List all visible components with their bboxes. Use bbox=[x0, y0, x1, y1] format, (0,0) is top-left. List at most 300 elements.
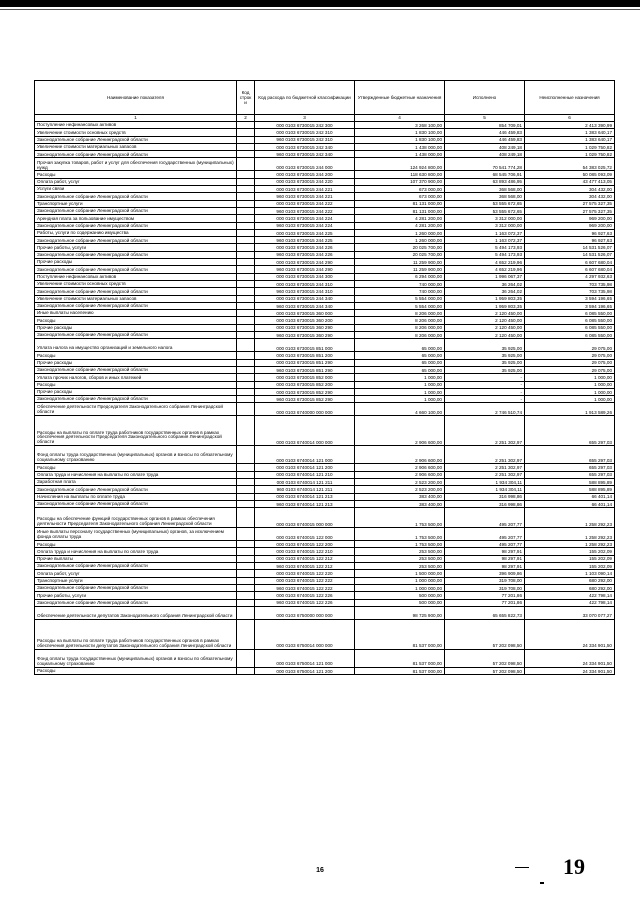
row-line-code bbox=[237, 508, 255, 528]
table-row bbox=[35, 667, 615, 674]
row-executed: 408 249,18 bbox=[445, 151, 525, 158]
row-unexecuted: 1 913 589,26 bbox=[525, 403, 615, 416]
table-row bbox=[35, 222, 615, 229]
row-executed: 1 163 072,37 bbox=[445, 237, 525, 244]
row-executed: 3 312 000,00 bbox=[445, 222, 525, 229]
row-executed: 35 925,00 bbox=[445, 352, 525, 359]
row-unexecuted: 969 200,00 bbox=[525, 222, 615, 229]
row-budget-code: 000 0103 6730015 244 226 bbox=[255, 244, 355, 251]
row-name: Транспортные услуги bbox=[35, 577, 237, 584]
row-line-code bbox=[237, 570, 255, 577]
row-budget-code: 960 0103 6740015 122 226 bbox=[255, 599, 355, 606]
header-indicator-name: Наименование показателя bbox=[35, 81, 237, 115]
row-line-code bbox=[237, 592, 255, 599]
row-unexecuted: 1 103 090,14 bbox=[525, 570, 615, 577]
row-name: Расходы на обеспечение функций государственных органов в рамках обеспечения деятельности Председателя Законодательного собрания Ленинградской области bbox=[35, 508, 237, 528]
row-approved: 4 281 200,00 bbox=[355, 215, 445, 222]
footer-dot bbox=[540, 882, 544, 884]
row-unexecuted: 14 531 526,07 bbox=[525, 244, 615, 251]
table-row bbox=[35, 619, 615, 649]
table-row bbox=[35, 244, 615, 251]
row-executed: 2 120 450,00 bbox=[445, 317, 525, 324]
column-number: 5 bbox=[445, 115, 525, 122]
row-approved: 81 537 000,00 bbox=[355, 667, 445, 674]
row-unexecuted: 680 292,00 bbox=[525, 584, 615, 591]
row-line-code bbox=[237, 273, 255, 280]
row-name: Законодательное собрание Ленинградской области bbox=[35, 584, 237, 591]
table-row bbox=[35, 129, 615, 136]
row-name: Расходы на выплаты по оплате труда работников государственных органов в рамках обеспечения деятельности Председателя Законодательного собрания Ленинградской области bbox=[35, 416, 237, 446]
table-header-row bbox=[35, 81, 615, 115]
row-budget-code: 000 0103 6740014 121 000 bbox=[255, 446, 355, 464]
row-line-code bbox=[237, 388, 255, 395]
row-name: Прочая закупка товаров, работ и услуг для обеспечения государственных (муниципальных) нужд bbox=[35, 158, 237, 171]
table-row bbox=[35, 237, 615, 244]
row-executed: 4 652 219,96 bbox=[445, 259, 525, 266]
row-executed: 98 297,91 bbox=[445, 555, 525, 562]
row-name: Оплата труда и начисления на выплаты по оплате труда bbox=[35, 548, 237, 555]
row-executed: 2 251 302,97 bbox=[445, 464, 525, 471]
row-approved: 81 131 000,00 bbox=[355, 200, 445, 207]
row-budget-code: 000 0103 6740015 122 200 bbox=[255, 541, 355, 548]
row-budget-code: 000 0103 6740015 122 226 bbox=[255, 592, 355, 599]
row-line-code bbox=[237, 207, 255, 214]
row-name: Работы, услуги по содержанию имущества bbox=[35, 229, 237, 236]
row-executed: 495 207,77 bbox=[445, 528, 525, 541]
row-name: Заработная плата bbox=[35, 478, 237, 485]
row-budget-code: 960 0103 6730015 244 222 bbox=[255, 207, 355, 214]
row-line-code bbox=[237, 317, 255, 324]
row-name: Прочие расходы bbox=[35, 388, 237, 395]
row-unexecuted: 1 000,00 bbox=[525, 381, 615, 388]
row-executed: 2 120 450,00 bbox=[445, 310, 525, 317]
table-row bbox=[35, 200, 615, 207]
table-row bbox=[35, 563, 615, 570]
row-line-code bbox=[237, 374, 255, 381]
row-line-code bbox=[237, 528, 255, 541]
row-unexecuted: 29 075,00 bbox=[525, 352, 615, 359]
row-line-code bbox=[237, 310, 255, 317]
row-budget-code: 960 0103 6730015 244 224 bbox=[255, 222, 355, 229]
table-row bbox=[35, 229, 615, 236]
row-unexecuted: 96 927,63 bbox=[525, 229, 615, 236]
row-executed: 5 494 173,93 bbox=[445, 244, 525, 251]
row-line-code bbox=[237, 403, 255, 416]
row-name: Расходы bbox=[35, 464, 237, 471]
row-executed: 2 120 450,00 bbox=[445, 332, 525, 339]
table-row bbox=[35, 143, 615, 150]
row-line-code bbox=[237, 541, 255, 548]
header-executed: Исполнено bbox=[445, 81, 525, 115]
row-unexecuted: 24 334 901,50 bbox=[525, 619, 615, 649]
row-line-code bbox=[237, 136, 255, 143]
row-budget-code: 000 0103 6730015 851 000 bbox=[255, 339, 355, 352]
table-row bbox=[35, 352, 615, 359]
row-name: Обеспечение деятельности Председателя Законодательного собрания Ленинградской области bbox=[35, 403, 237, 416]
expenditure-report-table bbox=[34, 80, 615, 675]
row-unexecuted: 1 000,00 bbox=[525, 396, 615, 403]
row-approved: 1 000,00 bbox=[355, 388, 445, 395]
row-approved: 8 206 000,00 bbox=[355, 310, 445, 317]
row-line-code bbox=[237, 471, 255, 478]
row-executed: 368 568,00 bbox=[445, 193, 525, 200]
table-row bbox=[35, 259, 615, 266]
row-unexecuted: 1 258 292,23 bbox=[525, 528, 615, 541]
row-line-code bbox=[237, 359, 255, 366]
row-executed: 408 249,18 bbox=[445, 143, 525, 150]
row-unexecuted: 703 735,98 bbox=[525, 288, 615, 295]
row-budget-code: 960 0103 6730015 244 226 bbox=[255, 251, 355, 258]
row-name: Прочие расходы bbox=[35, 324, 237, 331]
header-line-code: Код строк и bbox=[237, 81, 255, 115]
row-budget-code: 000 0103 6740015 122 000 bbox=[255, 528, 355, 541]
row-line-code bbox=[237, 339, 255, 352]
row-budget-code: 000 0103 6730015 851 290 bbox=[255, 359, 355, 366]
row-approved: 1 830 100,00 bbox=[355, 136, 445, 143]
row-name: Законодательное собрание Ленинградской области bbox=[35, 222, 237, 229]
row-unexecuted: 6 085 550,00 bbox=[525, 317, 615, 324]
row-unexecuted: 655 297,03 bbox=[525, 416, 615, 446]
row-approved: 500 000,00 bbox=[355, 592, 445, 599]
row-budget-code: 960 0103 6740015 122 212 bbox=[255, 563, 355, 570]
row-unexecuted: 96 927,63 bbox=[525, 237, 615, 244]
row-budget-code: 000 0103 6730015 242 340 bbox=[255, 143, 355, 150]
row-executed: 1 996 067,37 bbox=[445, 273, 525, 280]
table-row bbox=[35, 416, 615, 446]
row-executed: 446 459,83 bbox=[445, 129, 525, 136]
row-budget-code: 000 0103 6740015 122 210 bbox=[255, 548, 355, 555]
row-executed: 2 746 510,74 bbox=[445, 403, 525, 416]
row-executed: 35 925,00 bbox=[445, 359, 525, 366]
table-row bbox=[35, 186, 615, 193]
row-approved: 118 630 800,00 bbox=[355, 171, 445, 178]
row-executed: 65 655 822,73 bbox=[445, 606, 525, 619]
row-approved: 253 500,00 bbox=[355, 548, 445, 555]
row-budget-code: 000 0103 6730015 242 310 bbox=[255, 129, 355, 136]
row-executed: 5 494 173,93 bbox=[445, 251, 525, 258]
row-executed: 57 202 098,50 bbox=[445, 649, 525, 667]
row-line-code bbox=[237, 446, 255, 464]
table-row bbox=[35, 302, 615, 309]
row-name: Фонд оплаты труда государственных (муниципальных) органов и взносы по обязательному социальному страхованию bbox=[35, 446, 237, 464]
row-name: Законодательное собрание Ленинградской области bbox=[35, 599, 237, 606]
row-name: Расходы на выплаты по оплате труда работников государственных органов в рамках обеспечения деятельности депутатов Законодательного собрания Ленинградской области bbox=[35, 619, 237, 649]
row-name: Расходы bbox=[35, 317, 237, 324]
row-line-code bbox=[237, 129, 255, 136]
row-unexecuted: 29 075,00 bbox=[525, 359, 615, 366]
row-name: Расходы bbox=[35, 171, 237, 178]
row-unexecuted: 1 258 292,23 bbox=[525, 541, 615, 548]
row-approved: 1 830 100,00 bbox=[355, 129, 445, 136]
table-row bbox=[35, 486, 615, 493]
row-budget-code: 960 0103 6730015 242 340 bbox=[255, 151, 355, 158]
row-unexecuted: 304 432,00 bbox=[525, 186, 615, 193]
row-name: Увеличение стоимости основных средств bbox=[35, 280, 237, 287]
row-unexecuted: 24 334 901,50 bbox=[525, 649, 615, 667]
row-budget-code: 000 0103 6740014 121 211 bbox=[255, 478, 355, 485]
row-approved: 253 500,00 bbox=[355, 563, 445, 570]
column-number: 6 bbox=[525, 115, 615, 122]
row-executed: 495 207,77 bbox=[445, 508, 525, 528]
row-line-code bbox=[237, 324, 255, 331]
row-unexecuted: 1 029 750,82 bbox=[525, 143, 615, 150]
table-row bbox=[35, 592, 615, 599]
row-approved: 1 000 000,00 bbox=[355, 577, 445, 584]
row-executed: 70 541 774,28 bbox=[445, 158, 525, 171]
row-budget-code: 960 0103 6730015 244 221 bbox=[255, 193, 355, 200]
row-executed: 319 708,00 bbox=[445, 577, 525, 584]
row-name: Увеличение стоимости материальных запасов bbox=[35, 143, 237, 150]
row-line-code bbox=[237, 366, 255, 373]
row-name: Законодательное собрание Ленинградской области bbox=[35, 136, 237, 143]
table-row bbox=[35, 528, 615, 541]
row-budget-code: 000 0103 6730015 244 200 bbox=[255, 171, 355, 178]
row-name: Оплата труда и начисления на выплаты по оплате труда bbox=[35, 471, 237, 478]
row-budget-code: 960 0103 6730015 244 225 bbox=[255, 237, 355, 244]
table-row bbox=[35, 388, 615, 395]
row-budget-code: 000 0103 6740000 000 000 bbox=[255, 403, 355, 416]
row-approved: 5 554 000,00 bbox=[355, 295, 445, 302]
table-row bbox=[35, 606, 615, 619]
footer-dash bbox=[515, 867, 529, 868]
row-executed: 316 998,86 bbox=[445, 500, 525, 507]
row-unexecuted: 27 575 327,35 bbox=[525, 207, 615, 214]
row-unexecuted: 422 798,14 bbox=[525, 592, 615, 599]
row-executed: 368 568,00 bbox=[445, 186, 525, 193]
row-executed: 57 202 098,50 bbox=[445, 667, 525, 674]
row-approved: 124 924 800,00 bbox=[355, 158, 445, 171]
row-executed: 2 251 302,97 bbox=[445, 446, 525, 464]
row-executed: 495 207,77 bbox=[445, 541, 525, 548]
row-approved: 1 000,00 bbox=[355, 381, 445, 388]
row-approved: 1 753 500,00 bbox=[355, 528, 445, 541]
row-approved: 65 000,00 bbox=[355, 359, 445, 366]
row-budget-code: 000 0103 6740015 122 222 bbox=[255, 577, 355, 584]
row-budget-code: 000 0103 6730015 244 220 bbox=[255, 178, 355, 185]
row-executed: 77 201,86 bbox=[445, 599, 525, 606]
row-budget-code: 000 0103 6740014 000 000 bbox=[255, 416, 355, 446]
row-line-code bbox=[237, 251, 255, 258]
row-budget-code: 000 0103 6750014 000 000 bbox=[255, 619, 355, 649]
row-name: Законодательное собрание Ленинградской области bbox=[35, 288, 237, 295]
row-executed: 35 925,00 bbox=[445, 339, 525, 352]
table-row bbox=[35, 151, 615, 158]
row-budget-code: 960 0103 6730015 244 290 bbox=[255, 266, 355, 273]
table-row bbox=[35, 396, 615, 403]
row-line-code bbox=[237, 667, 255, 674]
row-name: Арендная плата за пользование имуществом bbox=[35, 215, 237, 222]
table-row bbox=[35, 158, 615, 171]
row-approved: 740 000,00 bbox=[355, 288, 445, 295]
row-approved: 1 000 000,00 bbox=[355, 584, 445, 591]
table-row bbox=[35, 280, 615, 287]
row-budget-code: 960 0103 6740014 121 211 bbox=[255, 486, 355, 493]
row-approved: 8 206 000,00 bbox=[355, 332, 445, 339]
row-unexecuted: 29 075,00 bbox=[525, 339, 615, 352]
row-line-code bbox=[237, 381, 255, 388]
row-line-code bbox=[237, 259, 255, 266]
row-budget-code: 000 0103 6730015 852 290 bbox=[255, 388, 355, 395]
row-unexecuted: 304 432,00 bbox=[525, 193, 615, 200]
row-name: Фонд оплаты труда государственных (муниципальных) органов и взносы по обязательному социальному страхованию bbox=[35, 649, 237, 667]
row-unexecuted: 655 297,03 bbox=[525, 464, 615, 471]
row-budget-code: 960 0103 6730015 851 290 bbox=[255, 366, 355, 373]
row-budget-code: 000 0103 6730015 360 290 bbox=[255, 324, 355, 331]
row-name: Прочие работы, услуги bbox=[35, 244, 237, 251]
table-row bbox=[35, 122, 615, 129]
row-budget-code: 000 0103 6730015 244 224 bbox=[255, 215, 355, 222]
row-unexecuted: 655 297,03 bbox=[525, 471, 615, 478]
row-unexecuted: 3 594 196,65 bbox=[525, 295, 615, 302]
row-name: Иные выплаты персоналу государственных (муниципальных) органов, за исключением фонда оплаты труда bbox=[35, 528, 237, 541]
table-row bbox=[35, 548, 615, 555]
row-budget-code: 000 0103 6740014 121 213 bbox=[255, 493, 355, 500]
row-name: Иные выплаты населению bbox=[35, 310, 237, 317]
row-approved: 1 438 000,00 bbox=[355, 151, 445, 158]
row-unexecuted: 1 029 750,82 bbox=[525, 151, 615, 158]
row-name: Законодательное собрание Ленинградской области bbox=[35, 151, 237, 158]
table-row bbox=[35, 324, 615, 331]
row-approved: 98 725 900,00 bbox=[355, 606, 445, 619]
table-row bbox=[35, 207, 615, 214]
row-line-code bbox=[237, 302, 255, 309]
column-number: 4 bbox=[355, 115, 445, 122]
row-approved: 740 000,00 bbox=[355, 280, 445, 287]
row-unexecuted: 155 202,09 bbox=[525, 563, 615, 570]
row-executed: 53 555 672,65 bbox=[445, 207, 525, 214]
row-budget-code: 000 0103 6730015 852 200 bbox=[255, 381, 355, 388]
row-name: Транспортные услуги bbox=[35, 200, 237, 207]
table-row bbox=[35, 478, 615, 485]
row-executed: - bbox=[445, 396, 525, 403]
row-approved: 8 206 000,00 bbox=[355, 317, 445, 324]
row-unexecuted: 66 401,14 bbox=[525, 493, 615, 500]
row-executed: 57 202 098,50 bbox=[445, 619, 525, 649]
row-budget-code: 960 0103 6730015 360 290 bbox=[255, 332, 355, 339]
table-row bbox=[35, 366, 615, 373]
row-approved: 500 000,00 bbox=[355, 599, 445, 606]
row-line-code bbox=[237, 396, 255, 403]
row-executed: 319 708,00 bbox=[445, 584, 525, 591]
row-line-code bbox=[237, 122, 255, 129]
row-name: Законодательное собрание Ленинградской области bbox=[35, 237, 237, 244]
row-name: Законодательное собрание Ленинградской области bbox=[35, 486, 237, 493]
row-line-code bbox=[237, 493, 255, 500]
row-executed: - bbox=[445, 388, 525, 395]
row-budget-code: 000 0103 6730015 244 000 bbox=[255, 158, 355, 171]
row-approved: 65 000,00 bbox=[355, 366, 445, 373]
row-line-code bbox=[237, 606, 255, 619]
row-executed: - bbox=[445, 374, 525, 381]
row-unexecuted: 2 413 390,99 bbox=[525, 122, 615, 129]
table-row bbox=[35, 193, 615, 200]
row-line-code bbox=[237, 193, 255, 200]
row-approved: 2 906 600,00 bbox=[355, 416, 445, 446]
top-border-bar bbox=[0, 0, 640, 7]
row-unexecuted: 33 070 077,27 bbox=[525, 606, 615, 619]
row-line-code bbox=[237, 266, 255, 273]
row-executed: 2 120 450,00 bbox=[445, 324, 525, 331]
row-line-code bbox=[237, 555, 255, 562]
row-line-code bbox=[237, 416, 255, 446]
row-budget-code: 000 0103 6730015 244 310 bbox=[255, 280, 355, 287]
row-approved: 8 206 000,00 bbox=[355, 324, 445, 331]
row-executed: 396 909,86 bbox=[445, 570, 525, 577]
row-executed: 98 297,91 bbox=[445, 548, 525, 555]
row-unexecuted: 3 594 196,65 bbox=[525, 302, 615, 309]
top-border-line bbox=[0, 9, 640, 10]
row-approved: 1 753 500,00 bbox=[355, 541, 445, 548]
table-row bbox=[35, 493, 615, 500]
table-row bbox=[35, 317, 615, 324]
row-budget-code: 000 0103 6740014 121 210 bbox=[255, 471, 355, 478]
row-unexecuted: 155 202,09 bbox=[525, 548, 615, 555]
row-approved: 253 500,00 bbox=[355, 555, 445, 562]
row-approved: 2 906 600,00 bbox=[355, 446, 445, 464]
row-line-code bbox=[237, 186, 255, 193]
row-name: Начисления на выплаты по оплате труда bbox=[35, 493, 237, 500]
row-name: Расходы bbox=[35, 381, 237, 388]
row-executed: 316 998,86 bbox=[445, 493, 525, 500]
table-row bbox=[35, 403, 615, 416]
row-unexecuted: 588 895,89 bbox=[525, 478, 615, 485]
row-name: Уплата налога на имущество организаций и земельного налога bbox=[35, 339, 237, 352]
row-line-code bbox=[237, 486, 255, 493]
row-line-code bbox=[237, 229, 255, 236]
row-executed: 2 251 302,97 bbox=[445, 471, 525, 478]
row-name: Законодательное собрание Ленинградской области bbox=[35, 366, 237, 373]
column-number-row bbox=[35, 115, 615, 122]
table-row bbox=[35, 215, 615, 222]
row-executed: 1 959 803,35 bbox=[445, 295, 525, 302]
header-unexecuted: Неисполненные назначения bbox=[525, 81, 615, 115]
row-unexecuted: 1 000,00 bbox=[525, 388, 615, 395]
table-row bbox=[35, 584, 615, 591]
row-name: Прочие расходы bbox=[35, 259, 237, 266]
row-line-code bbox=[237, 200, 255, 207]
row-executed: 1 934 304,11 bbox=[445, 478, 525, 485]
table-row bbox=[35, 500, 615, 507]
row-line-code bbox=[237, 352, 255, 359]
row-budget-code: 000 0103 6730015 242 300 bbox=[255, 122, 355, 129]
row-budget-code: 000 0103 6750014 121 200 bbox=[255, 667, 355, 674]
table-row bbox=[35, 295, 615, 302]
row-budget-code: 000 0103 6750014 121 000 bbox=[255, 649, 355, 667]
row-approved: 5 554 000,00 bbox=[355, 302, 445, 309]
row-approved: 2 906 600,00 bbox=[355, 464, 445, 471]
row-approved: 3 268 100,00 bbox=[355, 122, 445, 129]
row-approved: 2 523 200,00 bbox=[355, 486, 445, 493]
table-row bbox=[35, 171, 615, 178]
row-budget-code: 000 0103 6730015 244 300 bbox=[255, 273, 355, 280]
row-budget-code: 960 0103 6730015 244 340 bbox=[255, 302, 355, 309]
column-number: 3 bbox=[255, 115, 355, 122]
row-executed: 1 934 304,11 bbox=[445, 486, 525, 493]
table-row bbox=[35, 266, 615, 273]
row-approved: 1 753 500,00 bbox=[355, 508, 445, 528]
row-executed: 35 925,00 bbox=[445, 366, 525, 373]
row-unexecuted: 29 075,00 bbox=[525, 366, 615, 373]
row-approved: 65 000,00 bbox=[355, 339, 445, 352]
row-approved: 673 000,00 bbox=[355, 186, 445, 193]
row-approved: 1 260 000,00 bbox=[355, 237, 445, 244]
row-name: Законодательное собрание Ленинградской области bbox=[35, 332, 237, 339]
header-approved: Утвержденные бюджетные назначения bbox=[355, 81, 445, 115]
row-name: Оплата работ, услуг bbox=[35, 178, 237, 185]
row-approved: 673 000,00 bbox=[355, 193, 445, 200]
row-approved: 81 537 000,00 bbox=[355, 649, 445, 667]
table-row bbox=[35, 577, 615, 584]
